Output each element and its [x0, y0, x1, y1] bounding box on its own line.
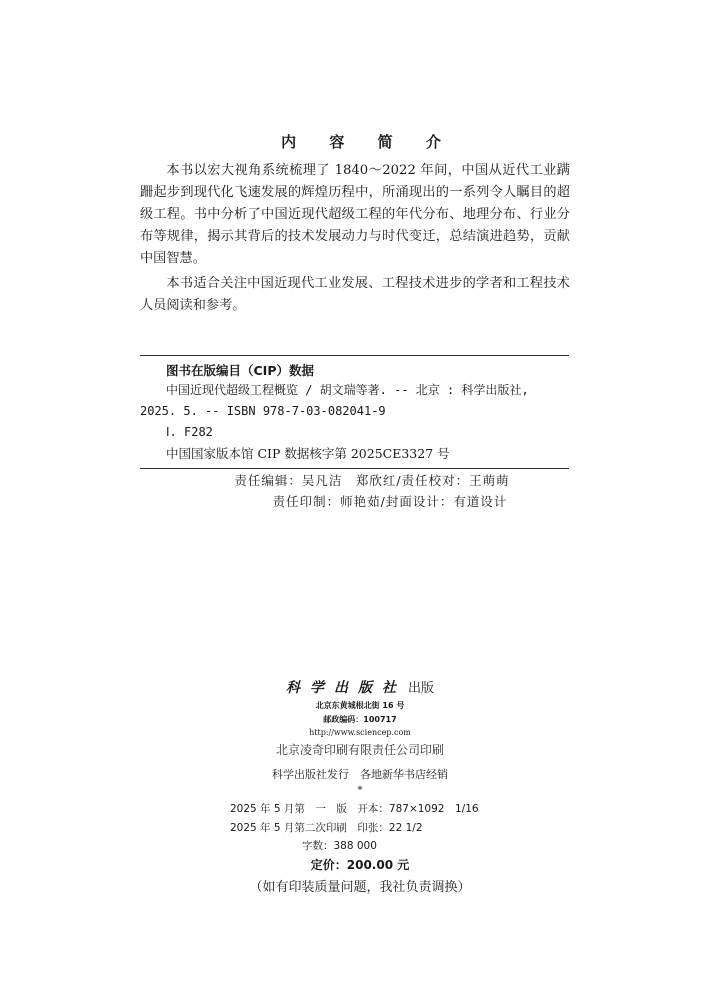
word-count: 字数：388 000	[302, 840, 377, 852]
intro-paragraph-2	[140, 273, 570, 317]
printer-line: 北京凌奇印刷有限责任公司印刷	[275, 743, 444, 757]
intro-paragraph-1	[140, 160, 570, 270]
publisher-logo: 科学出版社	[285, 680, 406, 696]
cip-line-2: 2025. 5. -- ISBN 978-7-03-082041-9	[140, 404, 386, 418]
cip-bottom-rule	[140, 468, 569, 469]
publisher-line	[0, 677, 720, 697]
cip-line-1: 中国近现代超级工程概览 / 胡文瑞等著. -- 北京 : 科学出版社,	[166, 383, 529, 397]
publisher-address: 北京东黄城根北街 16 号	[315, 701, 405, 710]
separator-star: *	[357, 785, 363, 796]
printing-line: 2025 年 5 月第二次印刷 印张：22 1/2	[230, 822, 423, 834]
page-title: 内 容 简 介	[281, 133, 455, 151]
publish-word: 出版	[407, 681, 434, 696]
intro-paragraph-2-text: 本书适合关注中国近现代工业发展、工程技术进步的学者和工程技术人员阅读和参考。	[140, 276, 570, 313]
cip-line-4: 中国国家版本馆 CIP 数据核字第 2025CE3327 号	[166, 446, 450, 461]
staff-editors: 责任编辑：吴凡洁 郑欣红/责任校对：王萌萌	[234, 473, 510, 488]
publisher-url: http://www.sciencep.com	[309, 728, 411, 737]
cip-top-rule	[140, 355, 569, 356]
price: 定价：200.00 元	[310, 858, 410, 872]
edition-line: 2025 年 5 月第 一 版 开本：787×1092 1/16	[230, 803, 479, 815]
distribution-line: 科学出版社发行 各地新华书店经销	[272, 768, 448, 781]
publisher-postcode: 邮政编码：100717	[323, 715, 397, 724]
quality-notice: （如有印装质量问题，我社负责调换）	[249, 880, 471, 895]
intro-paragraph-1-text: 本书以宏大视角系统梳理了 1840～2022 年间，中国从近代工业蹒跚起步到现代化飞速发展的辉煌历程中，所涌现出的一系列令人瞩目的超级工程。书中分析了中国近现代超级工程的年代分布、地理分布、行业分布等规律，揭示其背后的技术发展动力与时代变迁，总结演进趋势，贡献中国智慧。	[140, 163, 570, 266]
cip-heading: 图书在版编目（CIP）数据	[166, 363, 314, 378]
cip-line-3: Ⅰ. F282	[166, 425, 213, 439]
staff-production: 责任印制：师艳茹/封面设计：有道设计	[272, 494, 508, 509]
